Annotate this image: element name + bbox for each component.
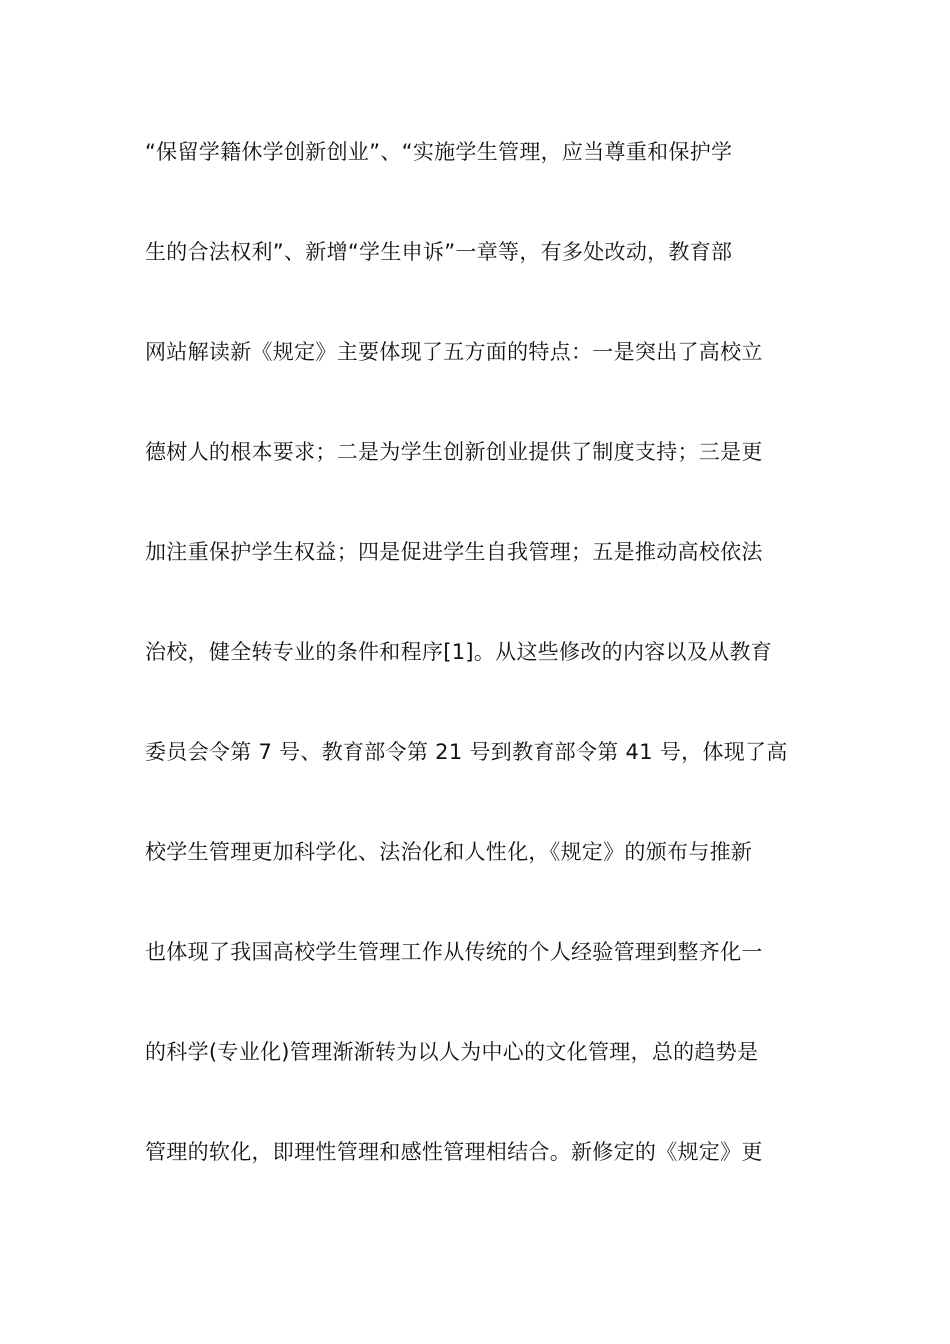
text-line: 的科学(专业化)管理渐渐转为以人为中心的文化管理，总的趋势是: [145, 1040, 759, 1064]
text-line: 网站解读新《规定》主要体现了五方面的特点：一是突出了高校立: [145, 340, 763, 364]
text-line: “保留学籍休学创新创业”、“实施学生管理，应当尊重和保护学: [145, 140, 733, 164]
text-line: 治校，健全转专业的条件和程序[1]。从这些修改的内容以及从教育: [145, 640, 773, 664]
text-line: 德树人的根本要求；二是为学生创新创业提供了制度支持；三是更: [145, 440, 763, 464]
text-line: 加注重保护学生权益；四是促进学生自我管理；五是推动高校依法: [145, 540, 763, 564]
body-paragraph: [145, 126, 810, 1226]
text-line: 管理的软化，即理性管理和感性管理相结合。新修定的《规定》更: [145, 1140, 763, 1164]
text-line: 委员会令第 7 号、教育部令第 21 号到教育部令第 41 号，体现了高: [145, 740, 788, 764]
text-line: 校学生管理更加科学化、法治化和人性化，《规定》的颁布与推新: [145, 840, 753, 864]
text-line: 生的合法权利”、新增“学生申诉”一章等，有多处改动，教育部: [145, 240, 733, 264]
text-line: 也体现了我国高校学生管理工作从传统的个人经验管理到整齐化一: [145, 940, 763, 964]
